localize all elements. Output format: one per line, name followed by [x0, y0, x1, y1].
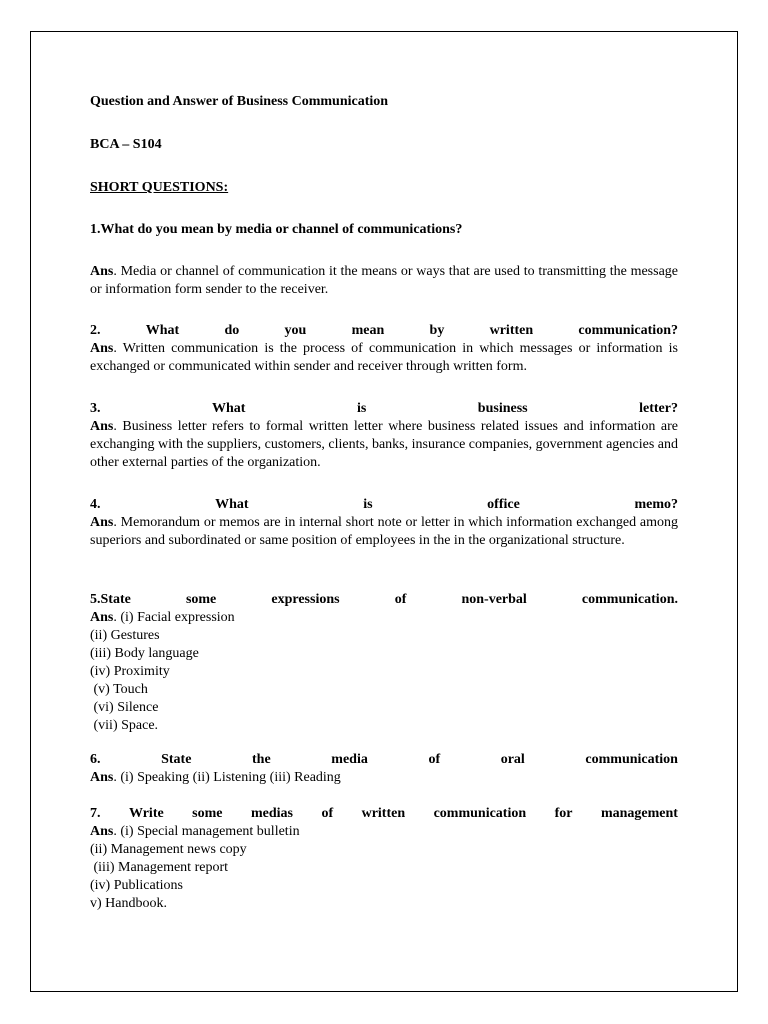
- q6-word: oral: [500, 752, 525, 767]
- q4-word: What: [215, 497, 249, 512]
- answer-7-first: . (i) Special management bulletin: [113, 824, 300, 839]
- question-5-block: [90, 591, 678, 735]
- q7-word: Write: [128, 806, 164, 821]
- q3-word: is: [356, 401, 367, 416]
- document-title: Question and Answer of Business Communication: [90, 94, 389, 109]
- list-item: v) Handbook.: [90, 896, 167, 911]
- question-2: [90, 322, 678, 340]
- q4-word: memo?: [634, 497, 678, 512]
- list-item: (iii) Body language: [90, 646, 199, 661]
- answer-5-first: . (i) Facial expression: [113, 610, 235, 625]
- answer-4-text: . Memorandum or memos are in internal short note or letter in which information exchanged among superiors and subordinated or same position of employees in the in the organizational structure.: [90, 515, 678, 548]
- q2-word: mean: [351, 323, 385, 338]
- q3-word: business: [477, 401, 528, 416]
- list-item: (iii) Management report: [90, 860, 229, 875]
- q7-word: for: [554, 806, 573, 821]
- q7-word: 7.: [90, 806, 101, 821]
- q5-word: 5.State: [90, 592, 131, 607]
- question-1: 1.What do you mean by media or channel of communications?: [90, 222, 463, 237]
- q5-word: expressions: [271, 592, 340, 607]
- question-6: [90, 751, 678, 769]
- list-item: (vi) Silence: [90, 700, 159, 715]
- ans-label: Ans: [90, 610, 114, 625]
- q3-word: What: [212, 401, 246, 416]
- answer-2-text: . Written communication is the process of communication in which messages or information is exchanged or communicated within sender and receiver through written form.: [90, 341, 678, 374]
- section-heading: SHORT QUESTIONS:: [90, 180, 229, 195]
- q7-word: communication: [433, 806, 527, 821]
- course-code: BCA – S104: [90, 137, 162, 152]
- q6-word: the: [252, 752, 271, 767]
- q6-word: media: [331, 752, 368, 767]
- q2-word: written: [489, 323, 534, 338]
- q4-word: office: [487, 497, 520, 512]
- q3-word: 3.: [90, 401, 101, 416]
- q2-word: communication?: [578, 323, 678, 338]
- q5-word: communication.: [581, 592, 678, 607]
- q4-word: 4.: [90, 497, 101, 512]
- question-6-block: [90, 751, 678, 787]
- answer-1: [90, 263, 678, 299]
- question-4: [90, 496, 678, 514]
- question-4-block: [90, 496, 678, 550]
- question-2-block: [90, 322, 678, 376]
- list-item: (ii) Management news copy: [90, 842, 247, 857]
- list-item: (ii) Gestures: [90, 628, 160, 643]
- list-item: (vii) Space.: [90, 718, 159, 733]
- list-item: (iv) Proximity: [90, 664, 170, 679]
- answer-3: [90, 418, 678, 472]
- q6-word: 6.: [90, 752, 101, 767]
- answer-7: [90, 823, 678, 841]
- question-3-block: [90, 400, 678, 472]
- question-5: [90, 591, 678, 609]
- q7-word: medias: [250, 806, 293, 821]
- answer-1-text: . Media or channel of communication it the means or ways that are used to transmitting the message or information form sender to the receiver.: [90, 264, 678, 297]
- q7-word: written: [361, 806, 406, 821]
- answer-2: [90, 340, 678, 376]
- q5-word: of: [394, 592, 407, 607]
- q2-word: you: [284, 323, 307, 338]
- q3-word: letter?: [639, 401, 678, 416]
- question-7-block: [90, 805, 678, 913]
- ans-label: Ans: [90, 341, 114, 356]
- answer-3-text: . Business letter refers to formal written letter where business related issues and information are exchanging with the suppliers, customers, clients, banks, insurance companies, government agencies and other external parties of the organization.: [90, 419, 678, 470]
- answer-4: [90, 514, 678, 550]
- question-3: [90, 400, 678, 418]
- q6-word: of: [428, 752, 441, 767]
- question-7: [90, 805, 678, 823]
- q7-word: of: [321, 806, 334, 821]
- ans-label: Ans: [90, 770, 114, 785]
- ans-label: Ans: [90, 824, 114, 839]
- q4-word: is: [363, 497, 373, 512]
- list-item: (v) Touch: [90, 682, 148, 697]
- q2-word: do: [224, 323, 240, 338]
- q7-word: some: [192, 806, 223, 821]
- q5-word: non-verbal: [461, 592, 527, 607]
- q2-word: What: [145, 323, 180, 338]
- answer-5: [90, 609, 678, 627]
- answer-6-text: . (i) Speaking (ii) Listening (iii) Reading: [113, 770, 341, 785]
- q6-word: State: [161, 752, 192, 767]
- ans-label: Ans: [90, 515, 114, 530]
- ans-label: Ans: [90, 264, 114, 279]
- q2-word: 2.: [90, 323, 101, 338]
- q6-word: communication: [585, 752, 678, 767]
- list-item: (iv) Publications: [90, 878, 183, 893]
- answer-6: [90, 769, 678, 787]
- q7-word: management: [600, 806, 678, 821]
- q2-word: by: [429, 323, 445, 338]
- q5-word: some: [185, 592, 217, 607]
- ans-label: Ans: [90, 419, 114, 434]
